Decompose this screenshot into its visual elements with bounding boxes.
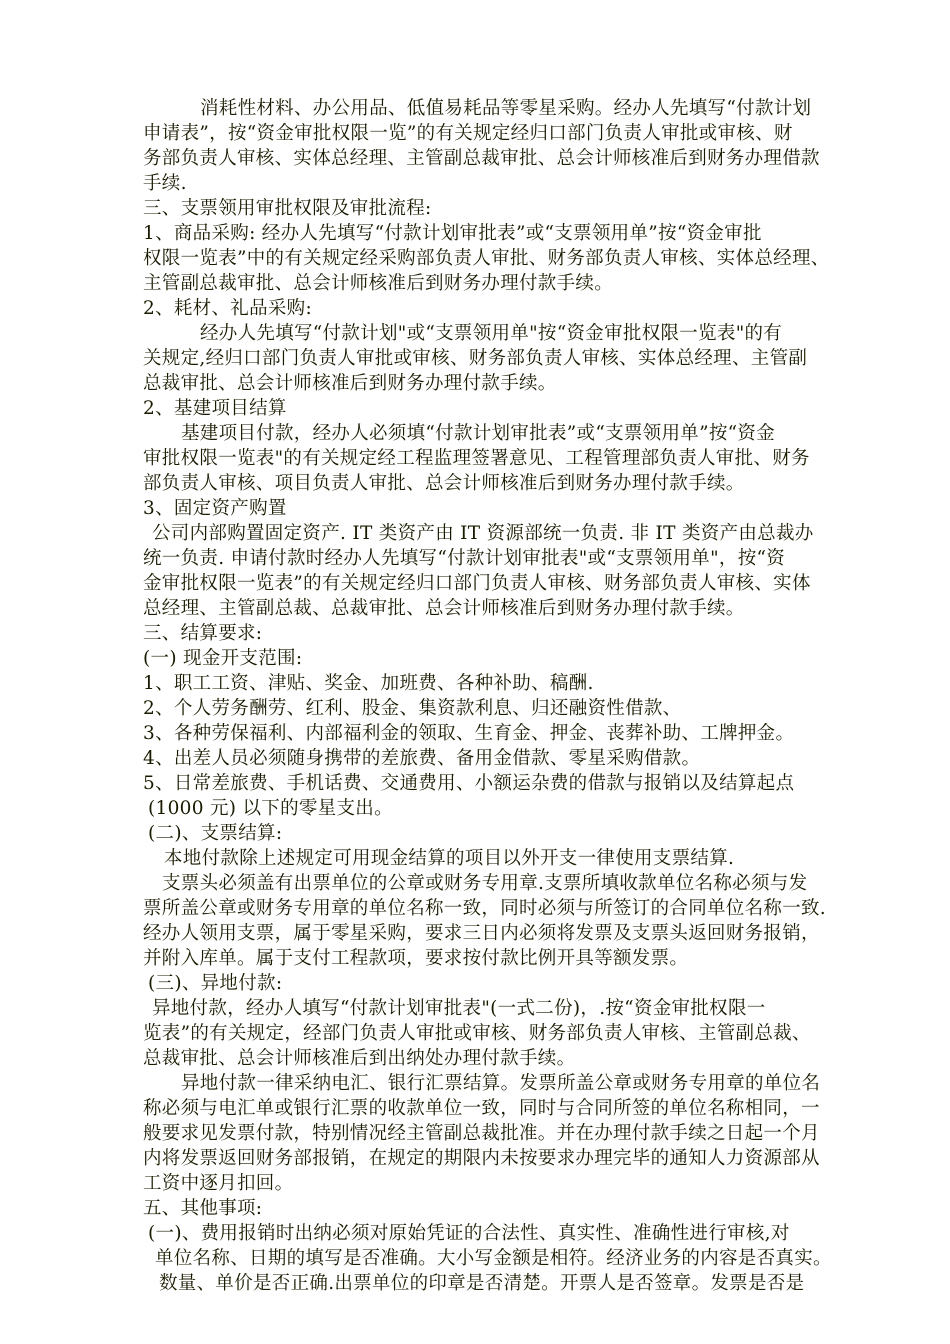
list-item: 4、出差人员必须随身携带的差旅费、备用金借款、零星采购借款。 (143, 748, 701, 769)
text-line: 1、商品采购: 经办人先填写“付款计划审批表”或“支票领用单”按“资金审批 (143, 223, 762, 244)
text-line: 手续. (143, 173, 187, 194)
text-line: 并附入库单。属于支付工程款项，要求按付款比例开具等额发票。 (143, 948, 689, 969)
text-line: 权限一览表”中的有关规定经采购部负责人审批、财务部负责人审核、实体总经理、 (143, 248, 830, 269)
text-line: 审批权限一览表"的有关规定经工程监理签署意见、工程管理部负责人审批、财务 (143, 448, 810, 469)
list-item: 5、日常差旅费、手机话费、交通费用、小额运杂费的借款与报销以及结算起点 (143, 773, 795, 794)
text-line: 般要求见发票付款，特别情况经主管副总裁批准。并在办理付款手续之日起一个月 (143, 1123, 820, 1144)
text-line: 金审批权限一览表”的有关规定经归口部门负责人审核、财务部负责人审核、实体 (143, 573, 811, 594)
section-heading: 三、支票领用审批权限及审批流程: (143, 198, 432, 219)
text-line: 工资中逐月扣回。 (143, 1173, 294, 1194)
text-line: 关规定,经归口部门负责人审批或审核、财务部负责人审核、实体总经理、主管副 (143, 348, 808, 369)
list-item: 2、个人劳务酬劳、红利、股金、集资款利息、归还融资性借款、 (143, 698, 682, 719)
text-line: 申请表”，按“资金审批权限一览”的有关规定经归口部门负责人审批或审核、财 (143, 123, 793, 144)
text-line: 消耗性材料、办公用品、低值易耗品等零星采购。经办人先填写“付款计划 (200, 98, 812, 119)
text-line: 数量、单价是否正确.出票单位的印章是否清楚。开票人是否签章。发票是否是 (159, 1273, 805, 1294)
text-line: 主管副总裁审批、总会计师核准后到财务办理付款手续。 (143, 273, 614, 294)
text-line: 统一负责. 申请付款时经办人先填写“付款计划审批表"或“支票领用单"，按“资 (143, 548, 786, 569)
text-line: 经办人领用支票，属于零星采购，要求三日内必须将发票及支票头返回财务报销， (143, 923, 820, 944)
text-line: 内将发票返回财务部报销，在规定的期限内未按要求办理完毕的通知人力资源部从 (143, 1148, 820, 1169)
subsection-heading: (三)、异地付款: (148, 973, 283, 994)
text-line: 务部负责人审核、实体总经理、主管副总裁审批、总会计师核准后到财务办理借款 (143, 148, 820, 169)
text-line: 单位名称、日期的填写是否准确。大小写金额是相符。经济业务的内容是否真实。 (155, 1248, 832, 1269)
text-line: 总裁审批、总会计师核准后到出纳处办理付款手续。 (143, 1048, 576, 1069)
subsection-heading: 2、耗材、礼品采购: (143, 298, 313, 319)
text-line: 览表”的有关规定，经部门负责人审批或审核、财务部负责人审核、主管副总裁、 (143, 1023, 811, 1044)
text-line: 基建项目付款，经办人必须填“付款计划审批表”或“支票领用单”按“资金 (181, 423, 775, 444)
text-line: 支票头必须盖有出票单位的公章或财务专用章.支票所填收款单位名称必须与发 (162, 873, 808, 894)
text-line: 部负责人审核、项目负责人审批、总会计师核准后到财务办理付款手续。 (143, 473, 745, 494)
list-item: 1、职工工资、津贴、奖金、加班费、各种补助、稿酬. (143, 673, 594, 694)
text-line: (一)、费用报销时出纳必须对原始凭证的合法性、真实性、准确性进行审核,对 (148, 1223, 790, 1244)
text-line: 总经理、主管副总裁、总裁审批、总会计师核准后到财务办理付款手续。 (143, 598, 745, 619)
subsection-heading: (一) 现金开支范围: (143, 648, 303, 669)
section-heading: 五、其他事项: (143, 1198, 263, 1219)
text-line: 本地付款除上述规定可用现金结算的项目以外开支一律使用支票结算. (164, 848, 735, 869)
subsection-heading: (二)、支票结算: (148, 823, 283, 844)
subsection-heading: 2、基建项目结算 (143, 398, 287, 419)
subsection-heading: 3、固定资产购置 (143, 498, 287, 519)
text-line: (1000 元) 以下的零星支出。 (148, 798, 393, 819)
text-line: 票所盖公章或财务专用章的单位名称一致，同时必须与所签订的合同单位名称一致. (143, 898, 826, 919)
text-line: 总裁审批、总会计师核准后到财务办理付款手续。 (143, 373, 557, 394)
text-line: 异地付款，经办人填写“付款计划审批表"(一式二份)，.按“资金审批权限一 (152, 998, 766, 1019)
list-item: 3、各种劳保福利、内部福利金的领取、生育金、押金、丧葬补助、工牌押金。 (143, 723, 795, 744)
text-line: 经办人先填写“付款计划"或“支票领用单"按“资金审批权限一览表"的有 (200, 323, 783, 344)
text-line: 公司内部购置固定资产. IT 类资产由 IT 资源部统一负责. 非 IT 类资产由总裁办 (152, 523, 814, 544)
section-heading: 三、结算要求: (143, 623, 263, 644)
text-line: 异地付款一律采纳电汇、银行汇票结算。发票所盖公章或财务专用章的单位名 (181, 1073, 821, 1094)
text-line: 称必须与电汇单或银行汇票的收款单位一致，同时与合同所签的单位名称相同，一 (143, 1098, 820, 1119)
